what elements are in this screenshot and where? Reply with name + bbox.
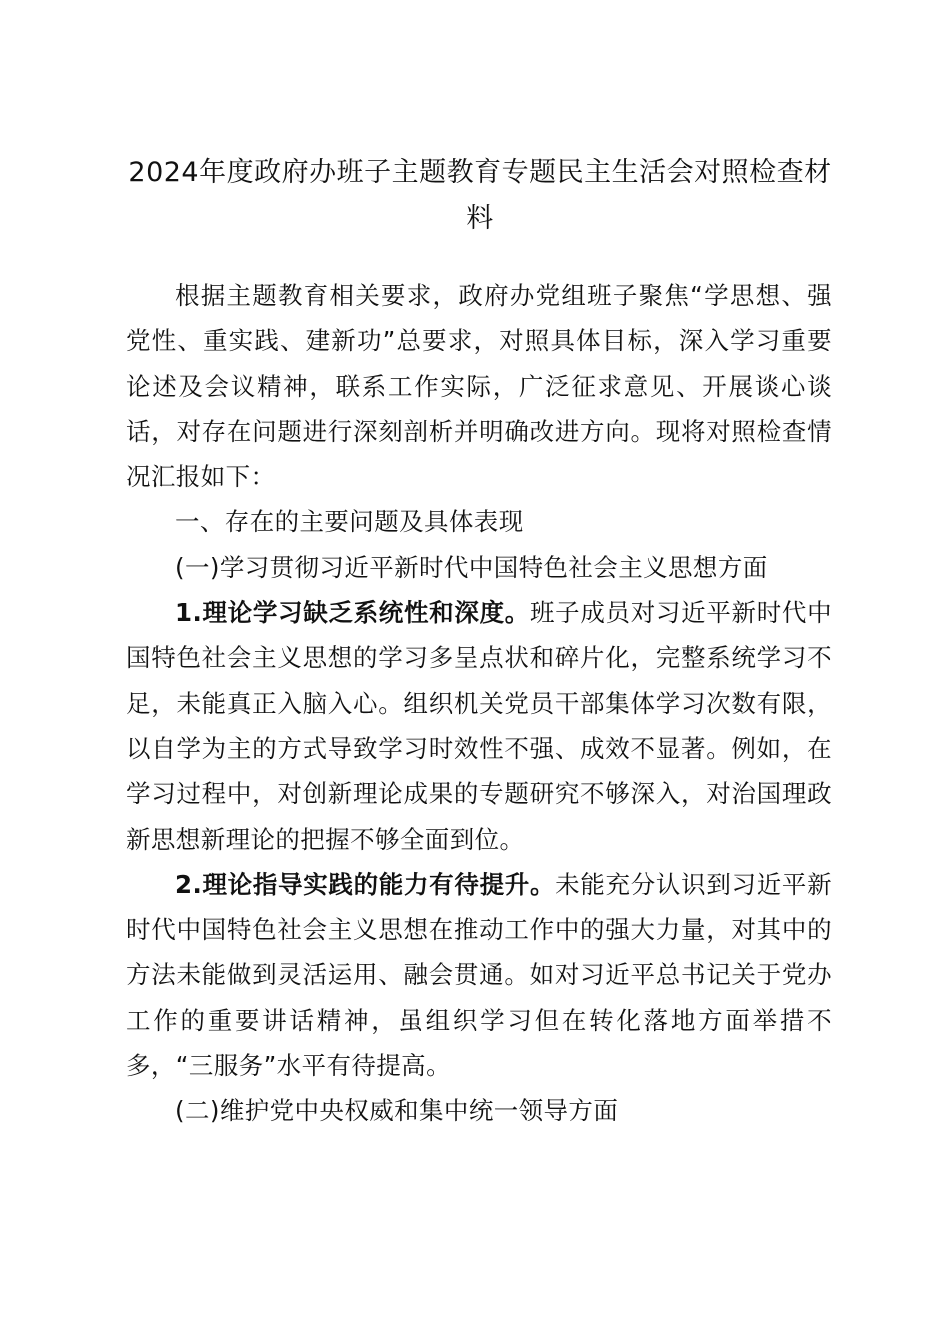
item-paragraph-2	[126, 862, 832, 1088]
item-lead-1: 1.理论学习缺乏系统性和深度。	[175, 598, 530, 628]
document-title: 2024年度政府办班子主题教育专题民主生活会对照检查材料	[128, 157, 832, 234]
subsection-heading: (一)学习贯彻习近平新时代中国特色社会主义思想方面	[175, 552, 768, 582]
document-body	[126, 273, 832, 1134]
section-heading: 一、存在的主要问题及具体表现	[175, 507, 524, 537]
intro-paragraph: 根据主题教育相关要求，政府办党组班子聚焦“学思想、强党性、重实践、建新功”总要求，对照具体目标，深入学习重要论述及会议精神，联系工作实际，广泛征求意见、开展谈心谈话，对存在问题进行深刻剖析并明确改进方向。现将对照检查情况汇报如下：	[126, 281, 832, 492]
item-lead-2: 2.理论指导实践的能力有待提升。	[175, 869, 556, 899]
item-text-1: 班子成员对习近平新时代中国特色社会主义思想的学习多呈点状和碎片化，完整系统学习不足，未能真正入脑入心。组织机关党员干部集体学习次数有限，以自学为主的方式导致学习时效性不强、成效不显著。例如，在学习过程中，对创新理论成果的专题研究不够深入，对治国理政新思想新理论的把握不够全面到位。	[126, 598, 832, 854]
item-text-2: 未能充分认识到习近平新时代中国特色社会主义思想在推动工作中的强大力量，对其中的方法未能做到灵活运用、融会贯通。如对习近平总书记关于党办工作的重要讲话精神，虽组织学习但在转化落地方面举措不多，“三服务”水平有待提高。	[126, 869, 832, 1081]
subsection-heading-2: (二)维护党中央权威和集中统一领导方面	[175, 1096, 619, 1126]
item-paragraph-1	[126, 590, 832, 862]
